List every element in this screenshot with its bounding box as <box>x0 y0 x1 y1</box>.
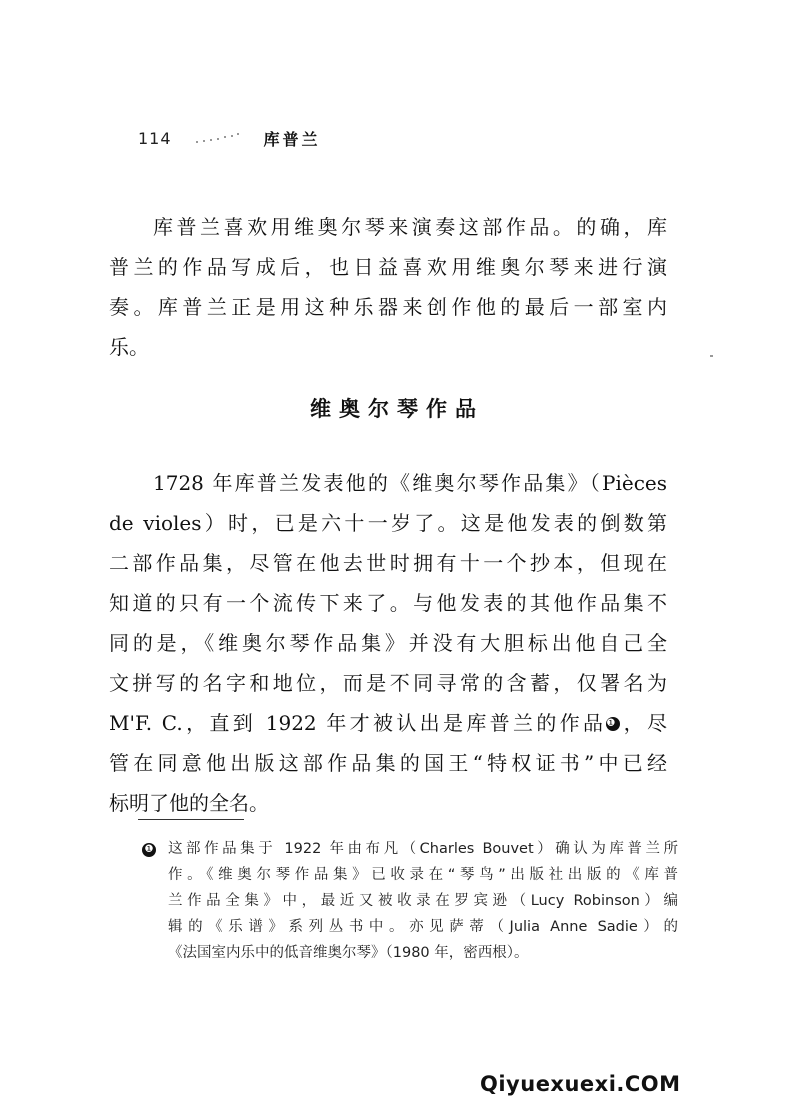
header-ornament-dots <box>194 132 240 144</box>
watermark <box>480 1072 681 1096</box>
footnote-line: 兰作品全集》中，最近又被收录在罗宾逊（Lucy Robinson）编 <box>168 893 678 909</box>
page-number: 114 <box>138 128 172 148</box>
text-line: 二部作品集，尽管在他去世时拥有十一个抄本，但现在 <box>109 551 667 575</box>
footnote-divider <box>138 819 244 820</box>
footnote-line: 这部作品集于 1922 年由布凡（Charles Bouvet）确认为库普兰所 <box>168 841 678 857</box>
text-line: 标明了他的全名。 <box>109 791 269 815</box>
section-heading: 维奥尔琴作品 <box>310 396 484 421</box>
text-line: 普兰的作品写成后，也日益喜欢用维奥尔琴来进行演 <box>109 255 667 279</box>
footnote-line: 辑的《乐谱》系列丛书中。亦见萨蒂（Julia Anne Sadie）的 <box>168 919 678 935</box>
footnote-line: 作。《维奥尔琴作品集》已收录在“琴鸟”出版社出版的《库普 <box>168 867 678 883</box>
text-line: 同的是，《维奥尔琴作品集》并没有大胆标出他自己全 <box>109 631 667 655</box>
text-line-with-footnote-ref <box>109 703 667 743</box>
text-line: 乐。 <box>109 335 149 359</box>
footnote-marker: ❶ <box>142 843 156 857</box>
text-segment: M'F. C.，直到 1922 年才被认出是库普兰的作品 <box>109 711 607 735</box>
text-segment: ，尽 <box>620 711 668 735</box>
text-line: 1728 年库普兰发表他的《维奥尔琴作品集》（Pièces <box>153 471 667 495</box>
footnote-reference[interactable]: ❶ <box>606 717 620 731</box>
text-line: 管在同意他出版这部作品集的国王“特权证书”中已经 <box>109 751 667 775</box>
running-header <box>138 124 321 152</box>
watermark-text: Qiyuexuexi.COM <box>480 1072 681 1096</box>
text-line: 知道的只有一个流传下来了。与他发表的其他作品集不 <box>109 591 667 615</box>
paragraph-2 <box>109 463 667 823</box>
footnote <box>142 836 678 966</box>
scan-speck <box>710 355 713 357</box>
paragraph-1 <box>109 207 667 367</box>
footnote-text <box>168 836 678 966</box>
running-title: 库普兰 <box>263 129 321 149</box>
text-line: 奏。库普兰正是用这种乐器来创作他的最后一部室内 <box>109 295 667 319</box>
footnote-line: 《法国室内乐中的低音维奥尔琴》（1980 年，密西根）。 <box>168 945 529 961</box>
text-line: 库普兰喜欢用维奥尔琴来演奏这部作品。的确，库 <box>153 215 667 239</box>
text-line: de violes）时，已是六十一岁了。这是他发表的倒数第 <box>109 511 667 535</box>
text-line: 文拼写的名字和地位，而是不同寻常的含蓄，仅署名为 <box>109 671 667 695</box>
